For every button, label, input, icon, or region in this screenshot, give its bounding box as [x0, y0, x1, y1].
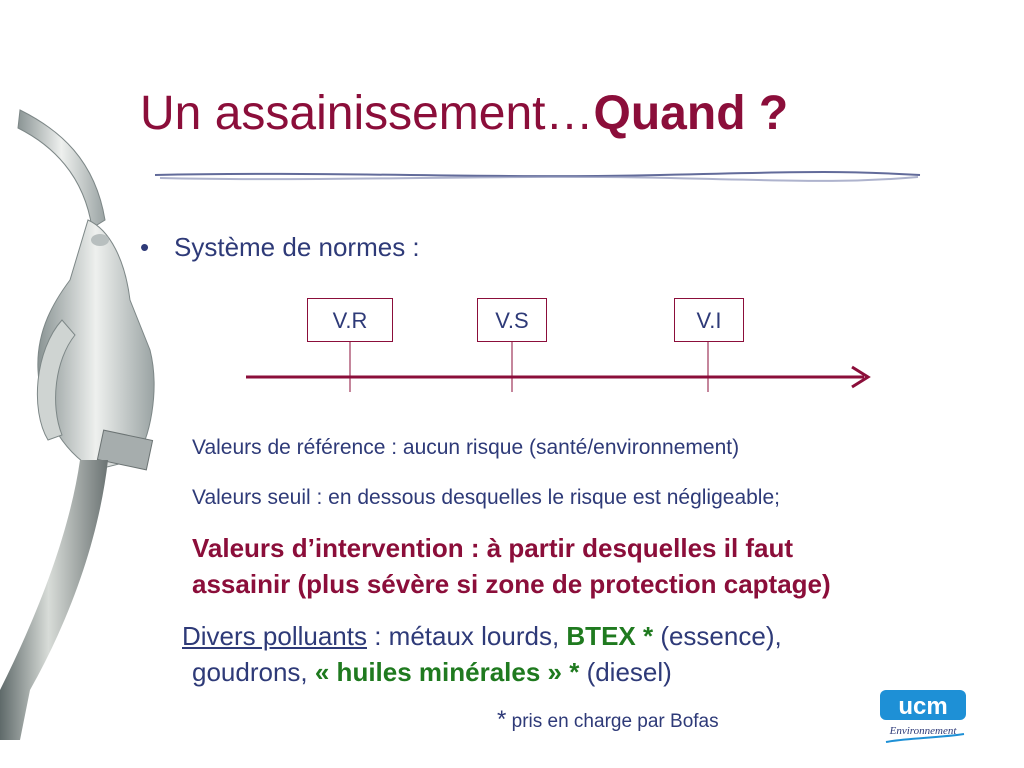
definition-vi: [192, 530, 831, 602]
pollutants-label: Divers polluants: [182, 621, 367, 651]
ucm-logo: [878, 688, 970, 748]
pollutants-text: [182, 618, 782, 690]
box-vr-label: V.R: [332, 308, 368, 333]
title-normal: Un assainissement…: [140, 87, 594, 140]
logo-tagline: Environnement: [889, 725, 957, 737]
definition-vi-line1: Valeurs d’intervention : à partir desquelles il faut: [192, 533, 794, 563]
title-bold: Quand ?: [593, 87, 789, 140]
bullet-text: Système de normes :: [174, 232, 420, 262]
pollutants-huiles: « huiles minérales » *: [314, 657, 580, 687]
footnote-text: pris en charge par Bofas: [506, 711, 719, 732]
box-vi-label: V.I: [696, 308, 722, 333]
bullet-symbol: •: [140, 232, 150, 262]
logo-brand: ucm: [898, 693, 948, 720]
footnote: [497, 706, 719, 734]
pollutants-btex: BTEX *: [566, 621, 654, 651]
box-vs-label: V.S: [495, 308, 529, 333]
definition-vi-line2: assainir (plus sévère si zone de protection captage): [192, 569, 831, 599]
pollutants-part1: : métaux lourds,: [366, 621, 567, 651]
definition-vr: Valeurs de référence : aucun risque (santé/environnement): [192, 436, 740, 459]
pollutants-part3: goudrons,: [192, 657, 315, 687]
pollutants-part2: (essence),: [653, 621, 782, 651]
pollutants-part4: (diesel): [579, 657, 672, 687]
footnote-star: *: [497, 706, 507, 733]
definition-vs: Valeurs seuil : en dessous desquelles le risque est négligeable;: [192, 486, 780, 509]
